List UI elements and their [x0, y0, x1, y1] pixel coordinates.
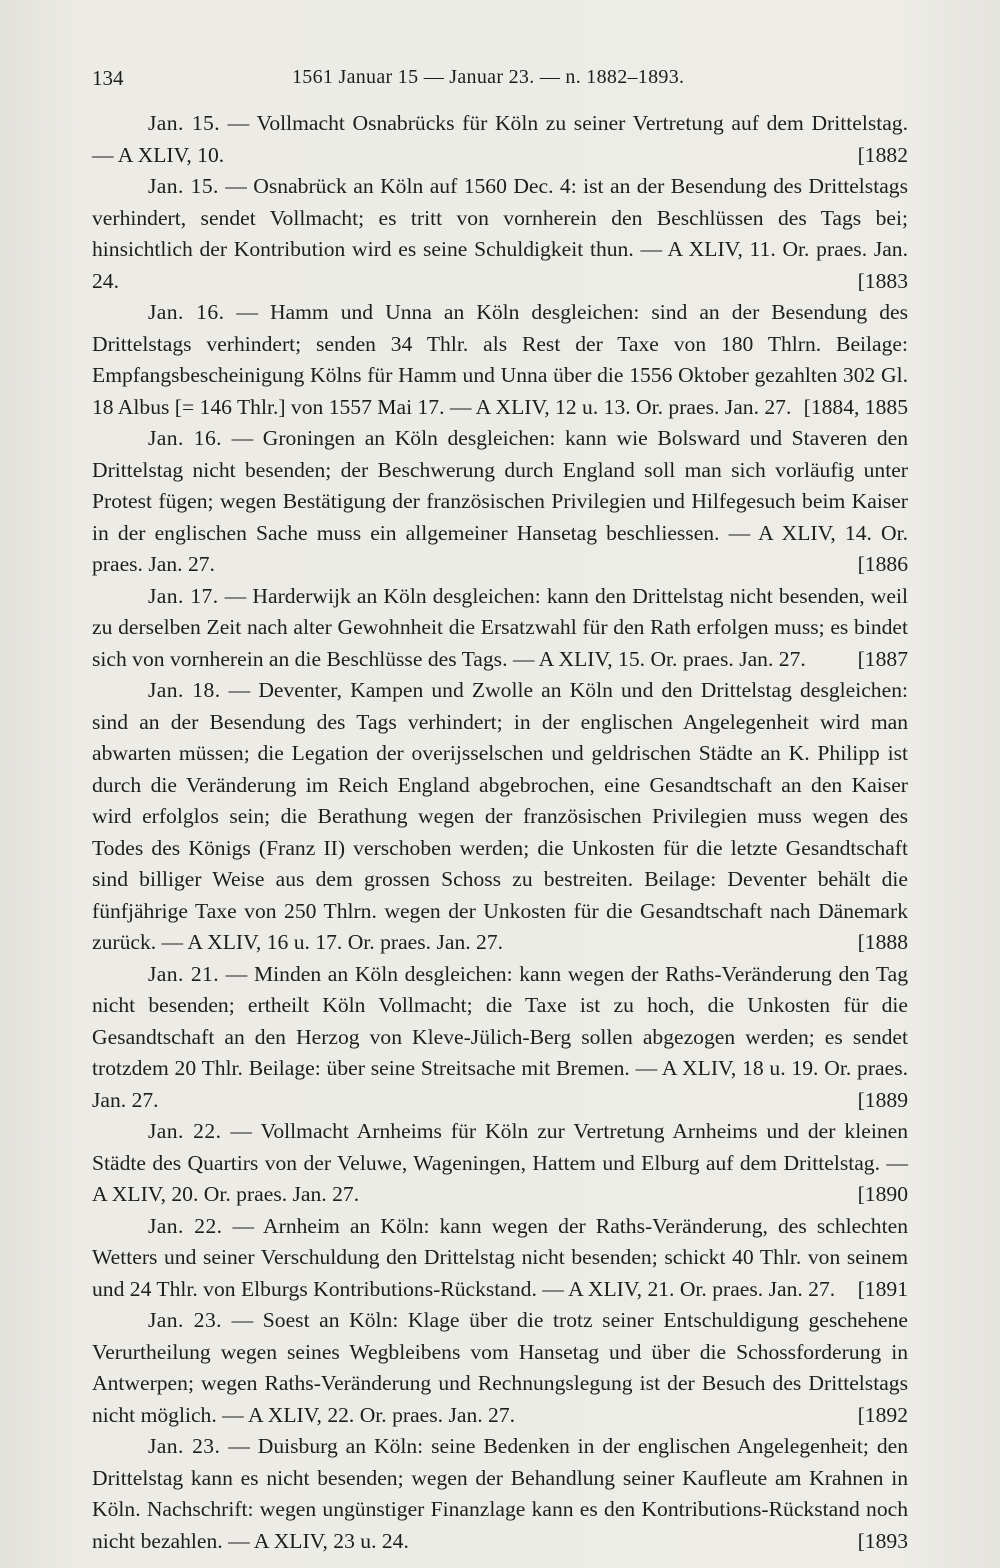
register-entry: [92, 675, 908, 959]
register-entry: [92, 1431, 908, 1557]
register-entry: [92, 1211, 908, 1306]
register-entry: [92, 297, 908, 423]
entry-number: [1891: [857, 1276, 908, 1301]
entry-text: — Harderwijk an Köln desgleichen: kann den Drittelstag nicht besenden, weil zu derselben Zeit nach alter Gewohnheit die Ersatzwahl für den Rath erfolgen muss; es bindet sich von vornherein an die Beschlüsse des Tags. — A XLIV, 15. Or. praes. Jan. 27.: [92, 583, 908, 671]
entry-text: — Osnabrück an Köln auf 1560 Dec. 4: ist an der Besendung des Drittelstags verhindert, sendet Vollmacht; es tritt von vornherein den Beschlüssen des Tags bei; hinsichtlich der Kontribution wird es seine Schuldigkeit thun. — A XLIV, 11. Or. praes. Jan. 24.: [92, 174, 908, 293]
entry-number: [1886: [857, 552, 908, 576]
entry-date: Jan. 23.: [148, 1434, 221, 1458]
entry-date: Jan. 21.: [148, 961, 220, 986]
entry-text: — Hamm und Unna an Köln desgleichen: sind an der Besendung des Drittelstags verhindert; senden 34 Thlr. als Rest der Taxe von 180 Thlrn. Beilage: Empfangsbescheinigung Kölns für Hamm und Unna über die 1556 Oktober gezahlten 302 Gl. 18 Albus [= 146 Thlr.] von 1557 Mai 17. — A XLIV, 12 u. 13. Or. praes. Jan. 27.: [92, 300, 908, 419]
entry-date: Jan. 22.: [148, 1213, 223, 1238]
running-title: 1561 Januar 15 — Januar 23. — n. 1882–1893.: [292, 66, 685, 88]
entry-text: — Vollmacht Arnheims für Köln zur Vertretung Arnheims und der kleinen Städte des Quartirs von der Veluwe, Wageningen, Hattem und Elburg auf dem Drittelstag. — A XLIV, 20. Or. praes. Jan. 27.: [92, 1119, 908, 1206]
entry-date: Jan. 23.: [148, 1308, 222, 1332]
entry-text: — Soest an Köln: Klage über die trotz seiner Entschuldigung geschehene Verurtheilung wegen seines Wegbleibens vom Hansetag und über die Schossforderung in Antwerpen; wegen Raths-Veränderung und Rechnungslegung ist der Besuch des Drittelstags nicht möglich. — A XLIV, 22. Or. praes. Jan. 27.: [92, 1308, 909, 1427]
entry-text: — Vollmacht Osnabrücks für Köln zu seiner Vertretung auf dem Drittelstag. — A XLIV, 10.: [92, 111, 908, 167]
entry-text: — Arnheim an Köln: kann wegen der Raths-Veränderung, des schlechten Wetters und seiner Verschuldung den Drittelstag nicht besenden; schickt 40 Thlr. von seinem und 24 Thlr. von Elburgs Kontributions-Rückstand. — A XLIV, 21. Or. praes. Jan. 27.: [92, 1213, 908, 1301]
register-entry: [92, 423, 908, 581]
entry-number: [1892: [857, 1402, 908, 1427]
entry-text: — Duisburg an Köln: seine Bedenken in der englischen Angelegenheit; den Drittelstag kann es nicht besenden; wegen der Behandlung seiner Kaufleute am Krahnen in Köln. Nachschrift: wegen ungünstiger Finanzlage kann es den Kontributions-Rückstand noch nicht bezahlen. — A XLIV, 23 u. 24.: [92, 1434, 908, 1553]
entry-date: Jan. 22.: [148, 1119, 222, 1143]
entry-number: [1882: [857, 142, 908, 167]
entry-text: — Groningen an Köln desgleichen: kann wie Bolsward und Staveren den Drittelstag nicht besenden; der Beschwerung durch England soll man sich vorläufig unter Protest fügen; wegen Bestätigung der französischen Privilegien und Hilfegesuch beim Kaiser in der englischen Sache muss ein allgemeiner Hansetag beschliessen. — A XLIV, 14. Or. praes. Jan. 27.: [92, 426, 908, 576]
entry-date: Jan. 15.: [148, 174, 219, 198]
entry-text: — Minden an Köln desgleichen: kann wegen der Raths-Veränderung den Tag nicht besenden; ertheilt Köln Vollmacht; die Taxe ist zu hoch, die Unkosten für die Gesandtschaft an den Herzog von Kleve-Jülich-Berg sollen abgezogen werden; es sendet trotzdem 20 Thlr. Beilage: über seine Streitsache mit Bremen. — A XLIV, 18 u. 19. Or. praes. Jan. 27.: [92, 961, 908, 1112]
entry-date: Jan. 16.: [148, 426, 222, 450]
entry-number: [1884, 1885: [803, 394, 908, 419]
register-entry: [92, 581, 908, 676]
entry-text: — Deventer, Kampen und Zwolle an Köln und den Drittelstag desgleichen: sind an der Besendung des Tags verhindert; in der englischen Angelegenheit wird man abwarten müssen; die Legation der overijsselschen und geldrischen Städte an K. Philipp ist durch die Veränderung im Reich England abgebrochen, eine Gesandtschaft an den Kaiser wird erfolglos sein; die Berathung wegen der französischen Privilegien muss wegen des Todes des Königs (Franz II) verschoben werden; die Unkosten für die letzte Gesandtschaft sind billiger Weise aus dem grossen Schoss zu bestreiten. Beilage: Deventer behält die fünfjährige Taxe von 250 Thlrn. wegen der Unkosten für die Gesandtschaft nach Dänemark zurück. — A XLIV, 16 u. 17. Or. praes. Jan. 27.: [92, 678, 908, 954]
entry-date: Jan. 15.: [148, 111, 221, 135]
entry-number: [1887: [857, 646, 908, 671]
register-entries: [92, 108, 908, 1557]
entry-number: [1893: [857, 1528, 908, 1553]
entry-date: Jan. 18.: [148, 678, 221, 702]
page-number: 134: [92, 66, 124, 90]
page-header: [92, 66, 908, 96]
entry-number: [1888: [857, 930, 908, 954]
register-entry: [92, 1116, 908, 1211]
entry-date: Jan. 16.: [148, 300, 225, 324]
entry-date: Jan. 17.: [148, 583, 219, 608]
entry-number: [1883: [857, 268, 908, 293]
register-entry: [92, 959, 908, 1117]
register-entry: [92, 1305, 908, 1431]
register-entry: [92, 171, 908, 297]
register-entry: [92, 108, 908, 171]
entry-number: [1890: [857, 1182, 908, 1206]
entry-number: [1889: [857, 1087, 908, 1112]
